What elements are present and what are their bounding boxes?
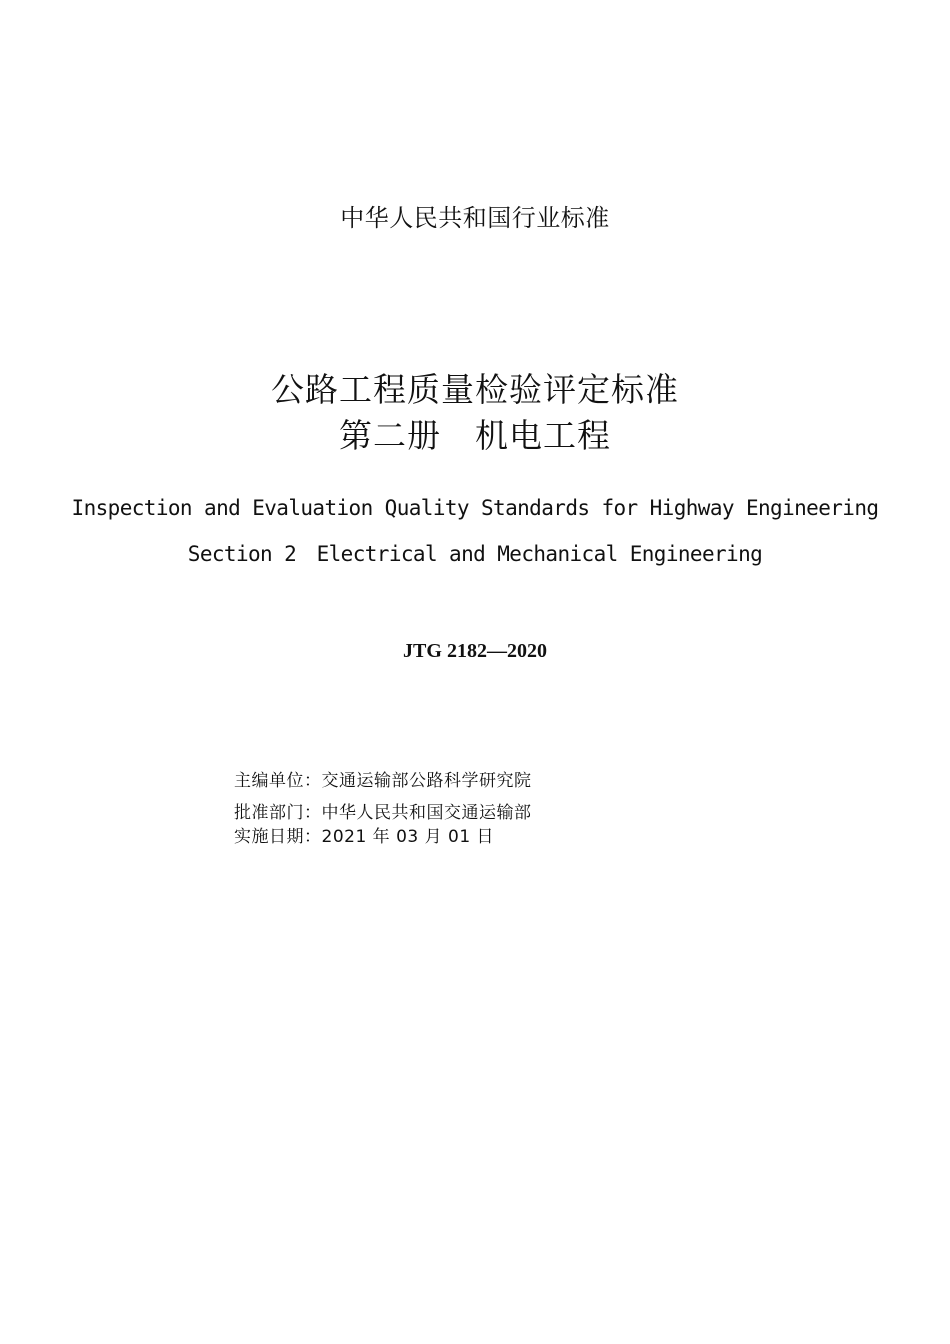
approver-line: 批准部门：中华人民共和国交通运输部 — [234, 803, 532, 823]
effective-date-line: 实施日期：2021 年 03 月 01 日 — [234, 827, 495, 847]
standard-code: JTG 2182—2020 — [403, 640, 547, 662]
title-english-section: Section 2 Electrical and Mechanical Engineering — [187, 542, 763, 566]
editor-line: 主编单位：交通运输部公路科学研究院 — [234, 771, 532, 791]
title-chinese-main: 公路工程质量检验评定标准 — [271, 370, 679, 409]
title-chinese-section: 第二册 机电工程 — [339, 416, 611, 455]
standard-type: 中华人民共和国行业标准 — [340, 204, 610, 232]
title-english-main: Inspection and Evaluation Quality Standards for Highway Engineering — [71, 496, 879, 520]
